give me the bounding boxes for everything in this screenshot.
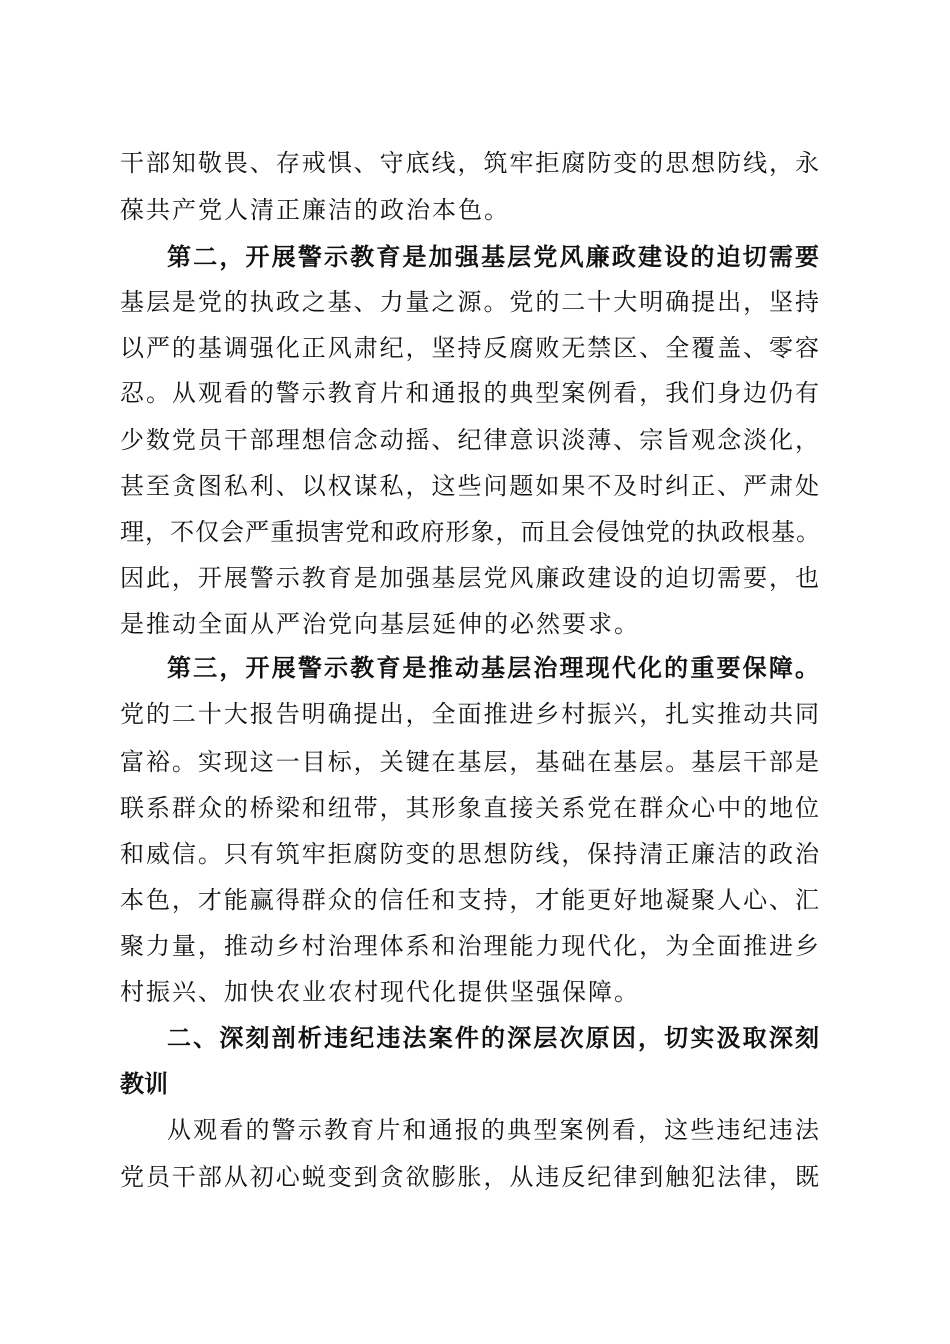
body-line: 本色，才能赢得群众的信任和支持，才能更好地凝聚人心、汇 [120,886,820,914]
body-line: 以严的基调强化正风肃纪，坚持反腐败无禁区、全覆盖、零容 [120,334,820,362]
body-line: 基层是党的执政之基、力量之源。党的二十大明确提出，坚持 [120,288,820,316]
body-line: 理，不仅会严重损害党和政府形象，而且会侵蚀党的执政根基。 [120,518,820,546]
body-line: 是推动全面从严治党向基层延伸的必然要求。 [120,610,640,638]
body-line: 联系群众的桥梁和纽带，其形象直接关系党在群众心中的地位 [120,794,820,822]
body-line: 富裕。实现这一目标，关键在基层，基础在基层。基层干部是 [120,748,820,776]
subsection-heading-3: 第三，开展警示教育是推动基层治理现代化的重要保障。 [167,653,820,682]
section-heading-continued: 教训 [120,1070,168,1098]
body-line: 葆共产党人清正廉洁的政治本色。 [120,196,510,224]
subsection-heading-2: 第二，开展警示教育是加强基层党风廉政建设的迫切需要 [167,242,820,271]
body-line: 党的二十大报告明确提出，全面推进乡村振兴，扎实推动共同 [120,700,820,728]
body-line: 聚力量，推动乡村治理体系和治理能力现代化，为全面推进乡 [120,932,820,960]
body-line: 从观看的警示教育片和通报的典型案例看，这些违纪违法 [167,1116,820,1144]
body-line: 党员干部从初心蜕变到贪欲膨胀，从违反纪律到触犯法律，既 [120,1163,820,1191]
body-line: 干部知敬畏、存戒惧、守底线，筑牢拒腐防变的思想防线，永 [120,149,820,177]
body-line: 和威信。只有筑牢拒腐防变的思想防线，保持清正廉洁的政治 [120,840,820,868]
section-heading: 二、深刻剖析违纪违法案件的深层次原因，切实汲取深刻 [167,1024,820,1052]
body-line: 少数党员干部理想信念动摇、纪律意识淡薄、宗旨观念淡化， [120,426,820,454]
body-line: 因此，开展警示教育是加强基层党风廉政建设的迫切需要，也 [120,564,820,592]
body-line: 村振兴、加快农业农村现代化提供坚强保障。 [120,978,640,1006]
body-line: 忍。从观看的警示教育片和通报的典型案例看，我们身边仍有 [120,379,820,407]
body-line: 甚至贪图私利、以权谋私，这些问题如果不及时纠正、严肃处 [120,472,820,500]
